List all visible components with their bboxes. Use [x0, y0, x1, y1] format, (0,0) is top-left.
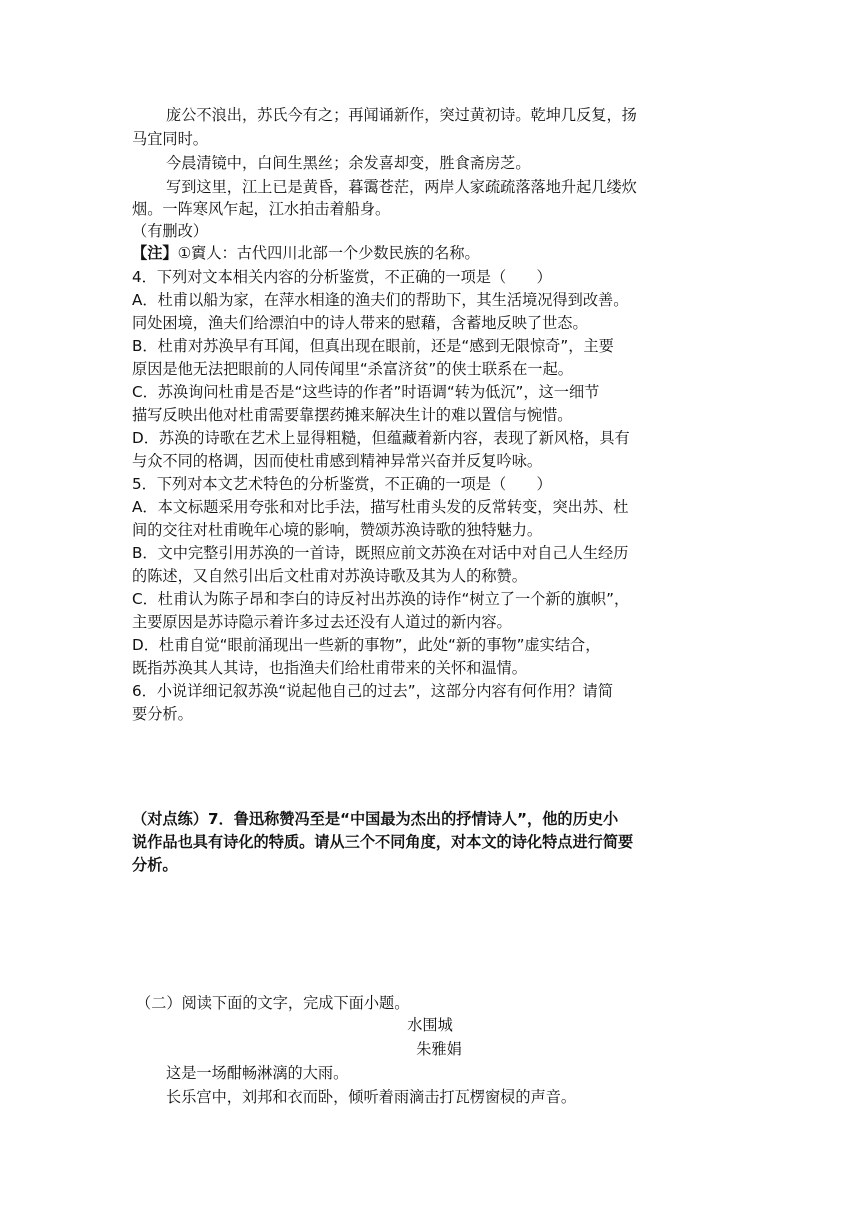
q5-option-d-cont: 既指苏涣其人其诗，也指渔夫们给杜甫带来的关怀和温情。 [132, 659, 527, 677]
q4-option-a: A．杜甫以船为家，在萍水相逢的渔夫们的帮助下，其生活境况得到改善。 [132, 291, 629, 309]
section2-title: 水围城 [407, 1016, 453, 1034]
section2-heading: （二）阅读下面的文字，完成下面小题。 [136, 994, 410, 1012]
annotation-label: 【注】 [132, 244, 178, 262]
q4-option-d: D．苏涣的诗歌在艺术上显得粗糙，但蕴藏着新内容，表现了新风格，具有 [132, 429, 630, 447]
q7-line-3: 分析。 [132, 856, 178, 874]
section2-author: 朱雅娟 [416, 1040, 462, 1058]
section2-paragraph-2: 长乐宫中，刘邦和衣而卧，倾听着雨滴击打瓦楞窗棂的声音。 [166, 1088, 577, 1106]
q5-option-b: B．文中完整引用苏涣的一首诗，既照应前文苏涣在对话中对自己人生经历 [132, 544, 629, 562]
q4-option-c: C．苏涣询问杜甫是否是“这些诗的作者”时语调“转为低沉”，这一细节 [132, 383, 600, 401]
section2-paragraph-1: 这是一场酣畅淋漓的大雨。 [166, 1064, 349, 1082]
q5-option-d: D．杜甫自觉“眼前涌现出一些新的事物”，此处“新的事物”虚实结合， [132, 636, 601, 654]
q5-option-a: A．本文标题采用夸张和对比手法，描写杜甫头发的反常转变，突出苏、杜 [132, 498, 629, 516]
q4-option-b: B．杜甫对苏涣早有耳闻，但真出现在眼前，还是“感到无限惊奇”，主要 [132, 337, 614, 355]
annotation [132, 242, 480, 265]
annotation-text: ①賨人：古代四川北部一个少数民族的名称。 [177, 244, 480, 262]
narrative-line-2: 烟。一阵寒风乍起，江水拍击着船身。 [132, 200, 391, 218]
q5-option-a-cont: 间的交往对杜甫晚年心境的影响，赞颂苏涣诗歌的独特魅力。 [132, 521, 543, 539]
q5-option-c: C．杜甫认为陈子昂和李白的诗反衬出苏涣的诗作“树立了一个新的旗帜”， [132, 590, 630, 608]
q5-option-c-cont: 主要原因是苏诗隐示着许多过去还没有人道过的新内容。 [132, 613, 512, 631]
q5-option-b-cont: 的陈述，又自然引出后文杜甫对苏涣诗歌及其为人的称赞。 [132, 567, 527, 585]
q4-option-a-cont: 同处困境，渔夫们给漂泊中的诗人带来的慰藉，含蓄地反映了世态。 [132, 314, 588, 332]
q4-option-c-cont: 描写反映出他对杜甫需要靠摆药摊来解决生计的难以置信与惋惜。 [132, 406, 573, 424]
q7-line-2: 说作品也具有诗化的特质。请从三个不同角度，对本文的诗化特点进行简要 [132, 833, 634, 851]
q4-option-b-cont: 原因是他无法把眼前的人同传闻里“杀富济贫”的侠士联系在一起。 [132, 360, 573, 378]
source-note: （有删改） [132, 222, 208, 240]
q4-option-d-cont: 与众不同的格调，因而使杜甫感到精神异常兴奋并反复吟咏。 [132, 452, 543, 470]
q7-line-1: （对点练）7．鲁迅称赞冯至是“中国最为杰出的抒情诗人”，他的历史小 [132, 810, 619, 828]
poem-line-1: 庞公不浪出，苏氏今有之；再闻诵新作，突过黄初诗。乾坤几反复，扬 [166, 106, 637, 124]
q4-stem: 4．下列对文本相关内容的分析鉴赏，不正确的一项是（ ） [132, 268, 552, 286]
q6-line-1: 6．小说详细记叙苏涣“说起他自己的过去”，这部分内容有何作用？请简 [132, 682, 614, 700]
q6-line-2: 要分析。 [132, 705, 193, 723]
poem-line-2: 马宜同时。 [132, 130, 208, 148]
poem-line-3: 今晨清镜中，白间生黑丝；余发喜却变，胜食斋房芝。 [166, 154, 531, 172]
q5-stem: 5．下列对本文艺术特色的分析鉴赏，不正确的一项是（ ） [132, 475, 552, 493]
narrative-line-1: 写到这里，江上已是黄昏，暮霭苍茫，两岸人家疏疏落落地升起几缕炊 [166, 178, 637, 196]
